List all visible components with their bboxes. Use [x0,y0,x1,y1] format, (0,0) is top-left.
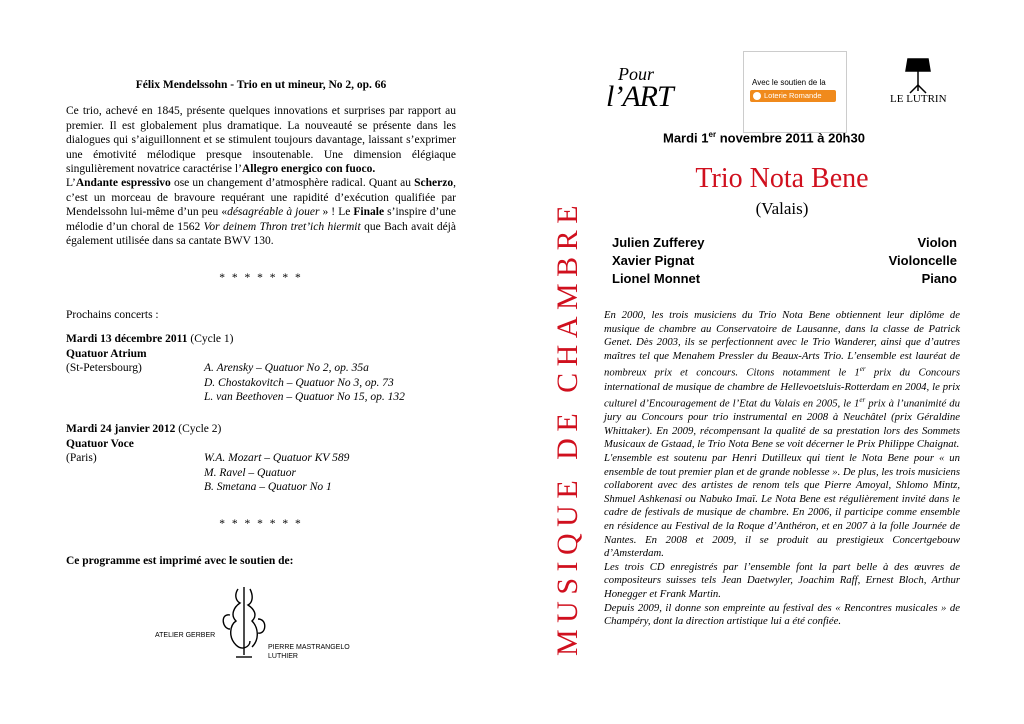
bio-paragraph [604,309,960,452]
musician-name: Lionel Monnet [612,271,701,286]
movement-scherzo: Scherzo [414,177,454,190]
musician-instrument: Violon [917,235,957,250]
movement-finale: Finale [353,206,385,219]
musician-instrument: Violoncelle [888,253,957,268]
separator-stars: * * * * * * * [219,272,303,285]
concert-work: M. Ravel – Quatuor [204,466,296,479]
loterie-caption: Avec le soutien de la [752,78,826,87]
date-sup: er [708,130,717,139]
desc-text: L’ [66,177,76,190]
vertical-title: MUSIQUE DE CHAMBRE [551,198,584,656]
logo-art-text: l’ART [606,80,673,113]
ensemble-biography [604,309,960,629]
concert-1 [66,332,456,404]
bio-paragraph: Depuis 2009, il donne son empreinte au festival des « Rencontres musicales » de Champéry, dont la direction artistique lui a été confiée. [604,601,960,628]
concert-ensemble: Quatuor Voce [66,437,134,450]
desc-text: Ce trio, achevé en 1845, présente quelques innovations et surprises par rapport au premier. Il est globalement plus dramatique. La nouveauté se présente dans les dialogues qui s’aiguillonnent et se stimulent toujours davantage, laissant s’exprimer une émotivité mélodique presque insoutenable. Une dimension élégiaque singulièrement novatrice caractérise l’ [66,105,456,176]
separator-stars: * * * * * * * [219,518,303,531]
bio-paragraph: Les trois CD enregistrés par l’ensemble font la part belle à des œuvres de compositeurs suisses tels Jean Daetwyler, Joachim Raff, Ernest Bloch, Arthur Honegger et Frank Martin. [604,560,960,600]
gerber-left-text: ATELIER GERBER [155,632,216,639]
piece-title: Félix Mendelssohn - Trio en ut mineur, No 2, op. 66 [135,79,387,91]
musician-row [612,270,957,288]
concert-cycle: (Cycle 1) [187,333,234,346]
concert-city: (St-Petersbourg) [66,362,142,375]
bio-sup: er [859,365,866,374]
date-pre: Mardi 1 [663,130,709,146]
bio-text: prix du Concours international de musique de chambre de Hellevoetsluis-Rotterdam en 2004, le prix culturel d’Encouragement de l’Etat du Valais en 2005, le 1 [604,366,961,410]
music-stand-icon [886,55,966,115]
musicians-list [612,234,957,288]
next-concerts-label: Prochains concerts : [66,308,159,321]
loterie-name: Loterie Romande [764,91,822,100]
piece-description [66,104,456,248]
gerber-right-text: PIERRE MASTRANGELO [268,644,350,651]
le-lutrin-logo [886,55,966,115]
desc-text: » ! Le [319,206,354,219]
musician-name: Xavier Pignat [612,253,695,268]
ensemble-region: (Valais) [755,199,809,218]
date-post: novembre 2011 à 20h30 [716,130,865,146]
bio-paragraph: L'ensemble est soutenu par Henri Dutilleux qui tient le Nota Bene pour « un ensemble de tout premier plan et de grande noblesse ». De plus, les trois musiciens collaborent avec des artistes de renom tels que Pierre Amoyal, Shlomo Mintz, Shmuel Ashkenasi ou Nabuko Imaï. Le Nota Bene est régulièrement invité dans le cadre de festivals de musique de chambre. En 2006, il participe comme ensemble en résidence au Festival de la Roque d’Anthéron, et en 2007 à la folle Journée de Nantes. En 2008 et 2009, il se produit au prestigieux Concertgebouw d’Amsterdam. [604,452,960,560]
left-page [66,78,456,568]
concert-work: L. van Beethoven – Quatuor No 15, op. 132 [204,390,405,403]
sponsor-line: Ce programme est imprimé avec le soutien de: [66,554,294,567]
loterie-badge [750,90,836,102]
event-date [663,130,865,145]
concert-work: A. Arensky – Quatuor No 2, op. 35a [204,362,369,375]
concert-2 [66,422,456,494]
ensemble-title: Trio Nota Bene [695,163,869,194]
bio-text: En 2000, les trois musiciens du Trio Nota Bene obtiennent leur diplôme de musique de chambre au Conservatoire de Lausanne, dans la classe de Patrick Genet. Dès 2003, ils se perfectionnent avec le Trio Wanderer, ainsi que d’autres maîtres tel que Menahem Pressler du Beaux-Arts Trio. L’ensemble est lauréat de nombreux prix et concours. Citons notamment le 1 [604,309,960,379]
gerber-logo [150,585,380,665]
quote-text: désagréable à jouer [227,206,320,219]
desc-text: que Bach avait déjà également utilisée dans sa cantate BWV 130. [66,220,456,248]
musician-row [612,234,957,252]
choral-title: Vor deinem Thron tret’ich hiermit [203,220,361,233]
logo-pour-text: Pour [618,64,654,84]
concert-work: D. Chostakovitch – Quatuor No 3, op. 73 [204,376,394,389]
desc-text: s’inspire d’une mélodie d’un choral de 1562 [66,206,456,233]
desc-text: ose un changement d’atmosphère radical. Quant au [170,177,415,190]
concert-date: Mardi 13 décembre 2011 [66,333,188,346]
concert-cycle: (Cycle 2) [175,423,222,436]
concert-ensemble: Quatuor Atrium [66,347,147,360]
desc-text: , c’est un morceau de bravoure requérant une rapidité d’exécution qualifiée par Mendelssohn lui-même d’un peu « [66,177,456,219]
musician-name: Julien Zufferey [612,235,705,250]
lutrin-text: LE LUTRIN [890,93,947,105]
gerber-right-text-2: LUTHIER [268,653,298,660]
loterie-romande-logo [743,51,847,133]
concert-city: (Paris) [66,452,97,465]
bio-sup: er [859,396,866,405]
concert-work: W.A. Mozart – Quatuor KV 589 [204,452,350,465]
loterie-dot-icon [753,92,761,100]
pour-lart-logo [604,64,704,124]
musician-row [612,252,957,270]
concert-date: Mardi 24 janvier 2012 [66,423,176,436]
musician-instrument: Piano [921,271,957,286]
concert-work: B. Smetana – Quatuor No 1 [204,480,332,493]
movement-allegro: Allegro energico con fuoco. [241,163,376,176]
bio-text: prix à l’unanimité du jury au Concours pour trio instrumental en 2008 à Neuchâtel (prix Géraldine Whittaker). En 2009, récompensant la qualité de sa prestation lors des Sommets Musicaux de Gstaad, le Trio Nota Bene se voit décerner le Prix Philippe Chaignat. [604,397,960,451]
movement-andante: Andante espressivo [75,177,171,190]
violin-logo-icon [150,585,380,665]
